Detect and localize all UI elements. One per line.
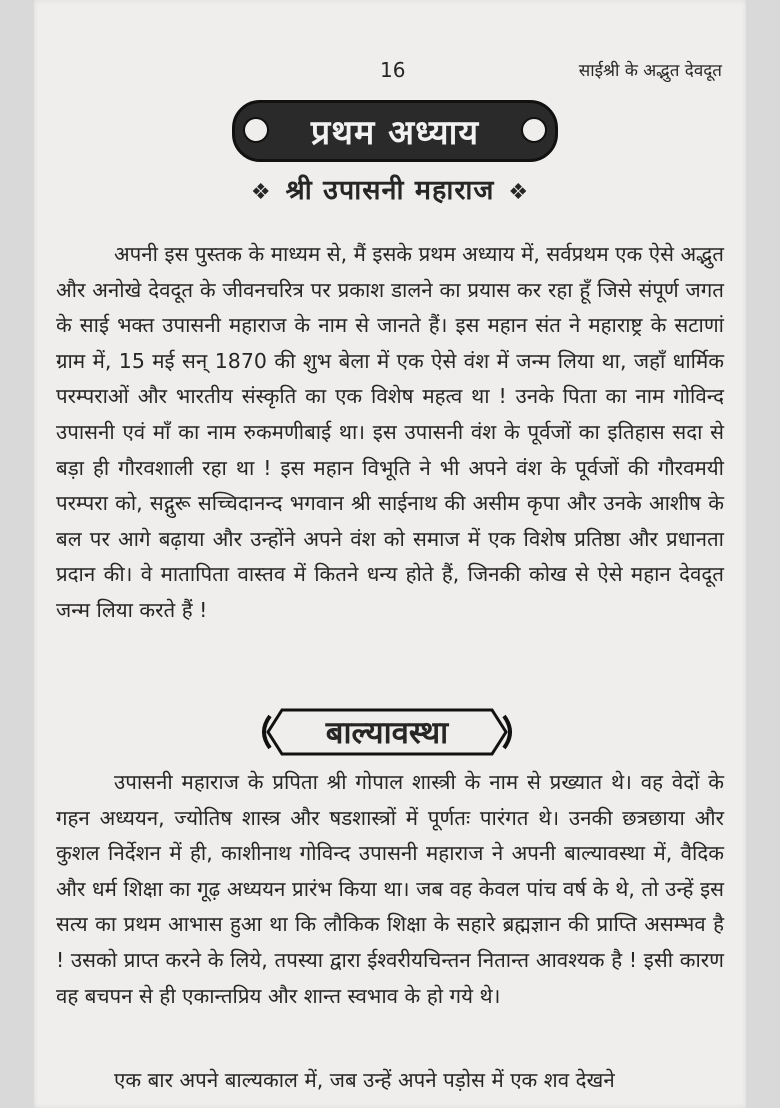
running-title: साईश्री के अद्भुत देवदूत — [578, 61, 722, 81]
paragraph-intro: अपनी इस पुस्तक के माध्यम से, मैं इसके प्रथम अध्याय में, सर्वप्रथम एक ऐसे अद्भुत और अनोखे देवदूत के जीवनचरित्र पर प्रकाश डालने का प्रयास कर रहा हूँ जिसे संपूर्ण जगत के साई भक्त उपासनी महाराज के नाम से जानते हैं। इस महान संत ने महाराष्ट्र के सटाणां ग्राम में, 15 मई सन् 1870 की शुभ बेला में एक ऐसे वंश में जन्म लिया था, जहाँ धार्मिक परम्पराओं और भारतीय संस्कृति का एक विशेष महत्व था ! उनके पिता का नाम गोविन्द उपासनी एवं माँ का नाम रुकमणीबाई था। इस उपासनी वंश के पूर्वजों का इतिहास सदा से बड़ा ही गौरवशाली रहा था ! इस महान विभूति ने भी अपने वंश के पूर्वजों की गौरवमयी परम्परा को, सद्गुरू सच्चिदानन्द भगवान श्री साईनाथ की असीम कृपा और उनके आशीष के बल पर आगे बढ़ाया और उन्होंने अपने वंश को समाज में एक विशेष प्रतिष्ठा और प्रधानता प्रदान की। वे मातापिता वास्तव में कितने धन्य होते हैं, जिनकी कोख से ऐसे महान देवदूत जन्म लिया करते हैं ! — [56, 242, 724, 622]
chapter-banner — [232, 100, 558, 162]
paragraph-childhood: उपासनी महाराज के प्रपिता श्री गोपाल शास्त्री के नाम से प्रख्यात थे। वह वेदों के गहन अध्ययन, ज्योतिष शास्त्र और षडशास्त्रों में पूर्णतः पारंगत थे। उनकी छत्रछाया और कुशल निर्देशन में ही, काशीनाथ गोविन्द उपासनी महाराज ने अपनी बाल्यावस्था में, वैदिक और धर्म शिक्षा का गूढ़ अध्ययन प्रारंभ किया था। जब वह केवल पांच वर्ष के थे, तो उन्हें इस सत्य का प्रथम आभास हुआ था कि लौकिक शिक्षा के सहारे ब्रह्मज्ञान की प्राप्ति असम्भव है ! उसको प्राप्त करने के लिये, तपस्या द्वारा ईश्वरीयचिन्तन नितान्त आवश्यक है ! इसी कारण वह बचपन से ही एकान्तप्रिय और शान्त स्वभाव के हो गये थे। — [56, 770, 724, 1008]
page-number: 16 — [380, 58, 406, 82]
subheading — [34, 170, 746, 207]
ornament-left-icon: ❖ — [250, 180, 272, 205]
subheading-text: श्री उपासनी महाराज — [285, 175, 495, 206]
section-title: बाल्यावस्था — [325, 715, 449, 751]
banner-dot-right-icon — [521, 117, 547, 143]
banner-dot-left-icon — [243, 117, 269, 143]
page-header — [34, 58, 746, 88]
chapter-title: प्रथम अध्याय — [310, 113, 480, 153]
section-banner — [256, 706, 518, 758]
paragraph-continued: एक बार अपने बाल्यकाल में, जब उन्हें अपने पड़ोस में एक शव देखने — [114, 1068, 615, 1092]
book-page — [34, 0, 746, 1108]
ornament-right-icon: ❖ — [508, 180, 530, 205]
